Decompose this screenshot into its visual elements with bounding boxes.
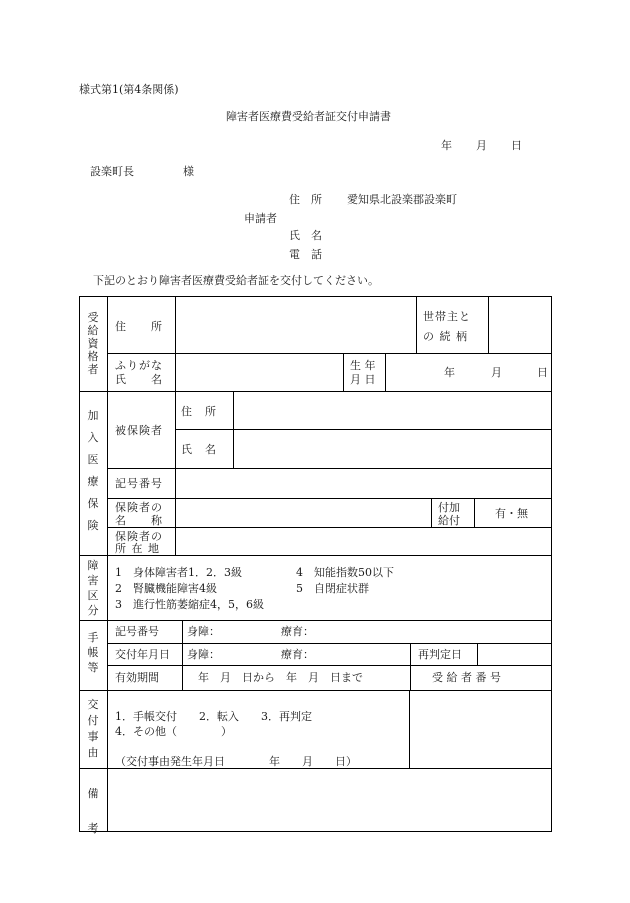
col-divider	[182, 620, 183, 690]
row-divider	[107, 643, 552, 644]
row-divider	[79, 690, 552, 691]
insurer-location-label-2: 所 在 地	[115, 542, 160, 555]
symbol-number-label: 記号番号	[115, 477, 163, 490]
recipient-address-label: 住 所	[115, 320, 163, 333]
row-divider	[79, 768, 552, 769]
addressee-name: 設楽町長	[90, 165, 134, 178]
insurer-name-label-1: 保険者の	[115, 501, 163, 514]
rehab-label-2: 療育：	[281, 648, 314, 661]
applicant-phone-label: 電 話	[289, 248, 322, 261]
householder-relation-label-2: の 続 柄	[423, 330, 468, 343]
birth-month: 月	[491, 366, 502, 379]
birth-label-1: 生 年	[350, 359, 376, 372]
furigana-label: ふりがな	[115, 359, 163, 372]
birth-day: 日	[537, 366, 548, 379]
birth-label-2: 月 日	[350, 373, 376, 386]
insurance-section-label: 加入医療保険	[87, 409, 99, 532]
insurer-name-label-2: 名 称	[115, 514, 163, 527]
rehab-label-1: 療育：	[281, 625, 314, 638]
applicant-address-label: 住 所	[289, 193, 322, 206]
date-day: 日	[511, 139, 522, 152]
row-divider	[107, 468, 552, 469]
rejudge-date-label: 再判定日	[418, 648, 462, 661]
col-divider	[343, 353, 344, 391]
date-year: 年	[441, 139, 452, 152]
col-divider	[107, 768, 108, 832]
recipient-number-label: 受 給 者 番 号	[432, 671, 501, 684]
insured-name-label: 氏 名	[181, 443, 217, 456]
reason-line-2: 4．その他（ ）	[115, 725, 232, 738]
remarks-section-label: 備考	[87, 787, 99, 835]
reason-line-3: （交付事由発生年月日 年 月 日）	[115, 755, 357, 768]
disability-item-5: 5 自閉症状群	[296, 582, 369, 595]
validity-text: 年 月 日から 年 月 日まで	[198, 671, 363, 684]
row-divider	[79, 555, 552, 556]
applicant-name-label: 氏 名	[289, 229, 322, 242]
col-divider	[175, 296, 176, 391]
extra-benefit-label-1: 付加	[438, 501, 460, 514]
addressee-honorific: 様	[183, 165, 194, 178]
col-divider	[175, 391, 176, 555]
col-divider	[107, 555, 108, 620]
row-divider	[107, 498, 552, 499]
col-divider	[107, 690, 108, 768]
row-divider	[107, 353, 552, 354]
householder-relation-label-1: 世帯主と	[423, 310, 471, 323]
row-divider	[107, 665, 552, 666]
row-divider	[107, 527, 552, 528]
form-number: 様式第1(第4条関係)	[79, 83, 179, 96]
col-divider	[410, 643, 411, 690]
col-divider	[488, 296, 489, 353]
col-divider	[416, 296, 417, 353]
disability-item-3: 3 進行性筋萎縮症4，5，6級	[115, 598, 264, 611]
col-divider	[474, 498, 475, 527]
col-divider	[431, 498, 432, 527]
page-title: 障害者医療費受給者証交付申請書	[226, 110, 391, 123]
handbook-valid-period-label: 有効期間	[115, 671, 159, 684]
recipient-section-label: 受給資格者	[87, 311, 99, 376]
insurer-location-label-1: 保険者の	[115, 530, 163, 543]
row-divider	[79, 391, 552, 392]
disability-item-4: 4 知能指数50以下	[296, 566, 394, 579]
handbook-issue-date-label: 交付年月日	[115, 648, 170, 661]
row-divider	[175, 429, 552, 430]
insured-address-label: 住 所	[181, 405, 217, 418]
birth-year: 年	[444, 366, 455, 379]
col-divider	[107, 391, 108, 555]
col-divider	[107, 296, 108, 391]
row-divider	[79, 620, 552, 621]
col-divider	[477, 643, 478, 665]
handbook-symbol-number-label: 記号番号	[115, 625, 159, 638]
disability-section-label: 障害区分	[87, 559, 99, 617]
extra-benefit-value: 有・無	[495, 507, 528, 520]
insured-label: 被保険者	[115, 424, 163, 437]
extra-benefit-label-2: 給付	[438, 514, 460, 527]
handbook-section-label: 手帳等	[87, 631, 99, 674]
physical-label-2: 身障：	[187, 648, 220, 661]
reason-line-1: 1．手帳交付 2．転入 3．再判定	[115, 710, 312, 723]
applicant-label: 申請者	[244, 212, 277, 225]
disability-item-2: 2 腎臓機能障害4級	[115, 582, 217, 595]
physical-label-1: 身障：	[187, 625, 220, 638]
date-month: 月	[476, 139, 487, 152]
applicant-address-value: 愛知県北設楽郡設楽町	[347, 193, 457, 206]
col-divider	[385, 353, 386, 391]
disability-item-1: 1 身体障害者1．2．3級	[115, 566, 242, 579]
recipient-name-label: 氏 名	[115, 373, 163, 386]
col-divider	[409, 690, 410, 768]
intro-text: 下記のとおり障害者医療費受給者証を交付してください。	[93, 274, 379, 287]
col-divider	[107, 620, 108, 690]
reason-section-label: 交付事由	[87, 698, 99, 759]
